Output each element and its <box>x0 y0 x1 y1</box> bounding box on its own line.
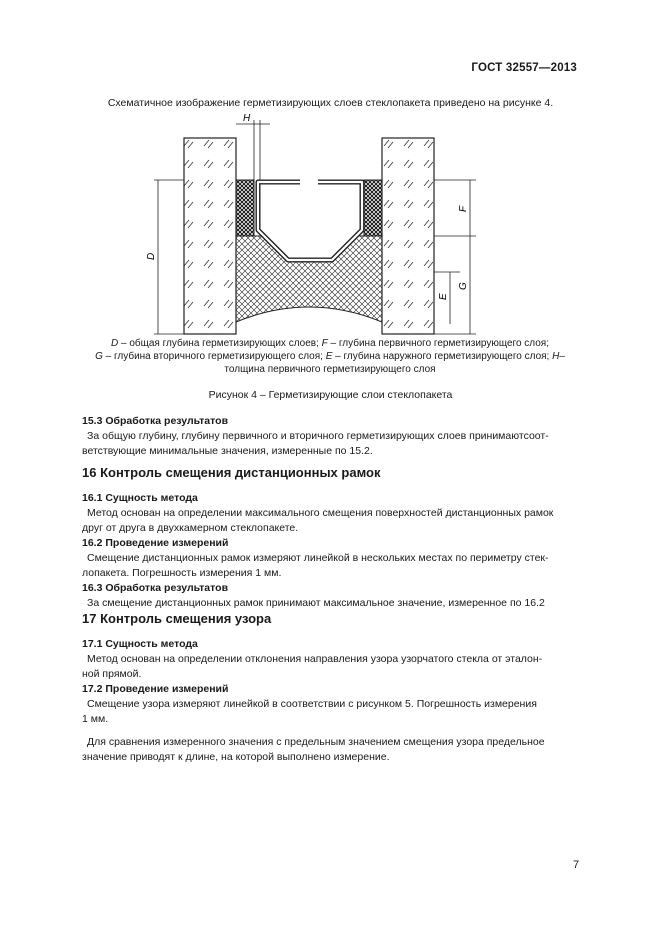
section-17-title: 17 Контроль смещения узора <box>82 611 272 626</box>
primary-sealant-left <box>236 180 254 236</box>
paragraph: лопакета. Погрешность измерения 1 мм. <box>82 567 282 579</box>
section-17-2-title: 17.2 Проведение измерений <box>82 683 229 695</box>
paragraph: значение приводят к длине, на которой выполнено измерение. <box>82 751 390 763</box>
document-number: ГОСТ 32557—2013 <box>471 62 577 74</box>
dim-label-h: H <box>243 113 251 124</box>
section-16-2-title: 16.2 Проведение измерений <box>82 537 229 549</box>
legend-line-2: G – глубина вторичного герметизирующего слоя; E – глубина наружного герметизирующего слоя; H– <box>95 351 565 362</box>
paragraph: Смещение дистанционных рамок измеряют линейкой в нескольких местах по периметру стек- <box>87 552 549 564</box>
paragraph: Смещение узора измеряют линейкой в соответствии с рисунком 5. Погрешность измерения <box>87 698 537 710</box>
paragraph: 1 мм. <box>82 713 109 725</box>
legend-line-3: толщина первичного герметизирующего слоя <box>224 364 436 375</box>
paragraph: Метод основан на определении отклонения направления узора узорчатого стекла от эталон- <box>87 653 543 665</box>
legend-line-1: D – общая глубина герметизирующих слоев; F – глубина первичного герметизирующего слоя; <box>110 338 550 349</box>
figure-caption: Рисунок 4 – Герметизирующие слои стеклопакета <box>208 389 453 401</box>
paragraph: Метод основан на определении максимального смещения поверхностей дистанционных рамок <box>87 507 554 519</box>
page-number: 7 <box>573 859 580 871</box>
paragraph: За смещение дистанционных рамок принимают максимальное значение, измеренное по 16.2 <box>87 597 545 609</box>
section-15-3 <box>82 414 582 459</box>
spacer-frame <box>258 182 362 260</box>
section-16-3-title: 16.3 Обработка результатов <box>82 582 229 594</box>
primary-sealant-right <box>364 180 382 236</box>
section-16-1-title: 16.1 Сущность метода <box>82 492 198 504</box>
section-16 <box>82 491 582 611</box>
left-glass-pane <box>184 138 236 334</box>
section-15-3-title: 15.3 Обработка результатов <box>82 415 229 427</box>
paragraph: ветствующие минимальные значения, измеренные по 15.2. <box>82 445 373 457</box>
section-17 <box>82 637 582 765</box>
dim-label-e: E <box>438 293 449 300</box>
intro-text: Схематичное изображение герметизирующих слоев стеклопакета приведено на рисунке 4. <box>107 97 554 109</box>
dim-label-g: G <box>458 282 469 290</box>
paragraph: друг от друга в двухкамерном стеклопакете. <box>82 522 299 534</box>
paragraph: Для сравнения измеренного значения с предельным значением смещения узора предельное <box>87 736 545 748</box>
dim-label-d: D <box>146 252 157 260</box>
right-glass-pane <box>382 138 434 334</box>
figure-legend <box>70 337 590 376</box>
paragraph: ной прямой. <box>82 668 142 680</box>
section-16-title: 16 Контроль смещения дистанционных рамок <box>82 465 381 480</box>
sealant-layers-diagram <box>140 112 500 337</box>
section-17-1-title: 17.1 Сущность метода <box>82 638 198 650</box>
paragraph: За общую глубину, глубину первичного и вторичного герметизирующих слоев принимаютсоот- <box>87 430 549 442</box>
dim-label-f: F <box>458 205 469 212</box>
